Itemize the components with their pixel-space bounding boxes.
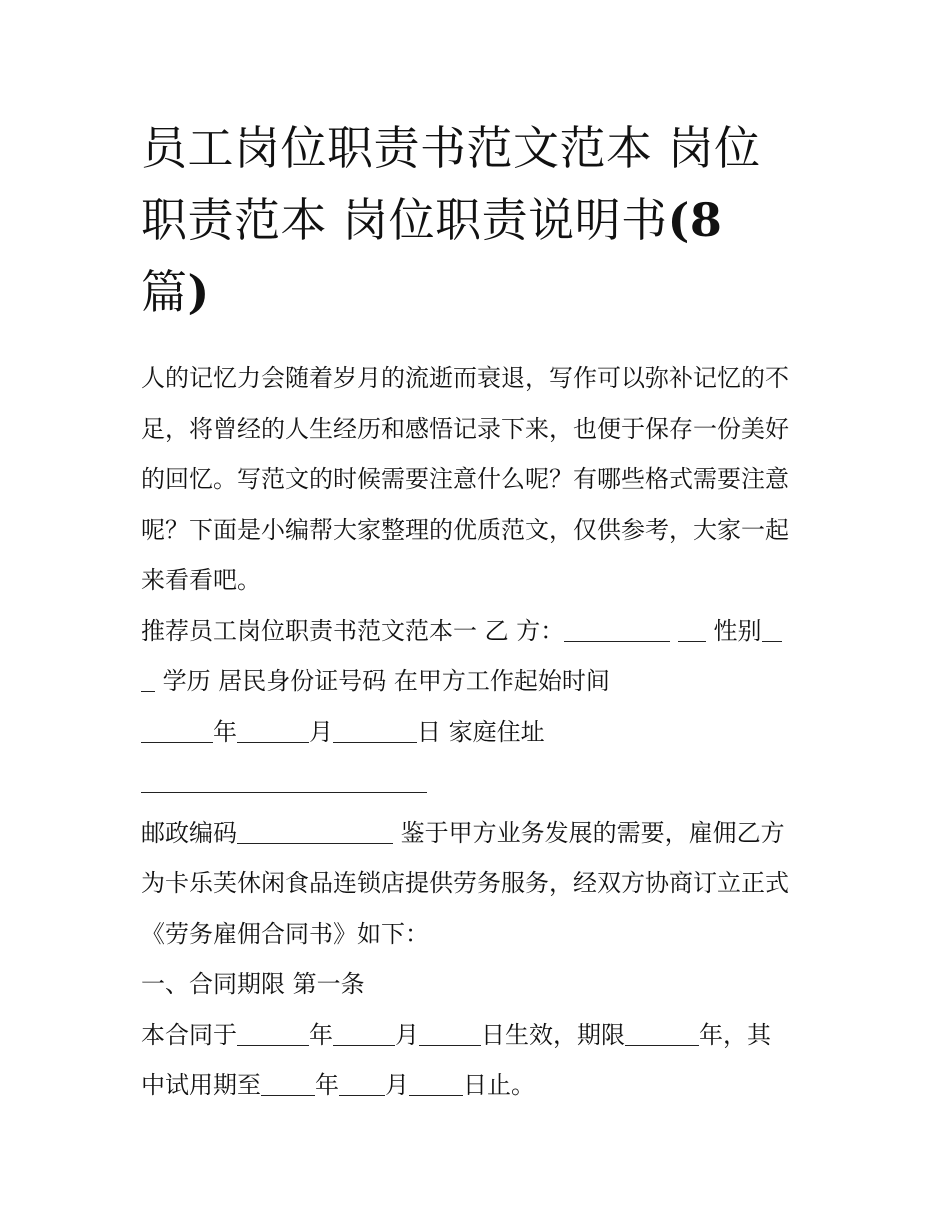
start-year-label: 年 [213,717,237,746]
form-line-date-address [141,707,813,758]
intro-line-1: 人的记忆力会随着岁月的流逝而衰退，写作可以弥补记忆的不 [141,364,789,392]
form-line-party-b [141,606,813,657]
title-line-1: 员工岗位职责书范文范本 岗位 [141,121,761,175]
party-b-label: 推荐员工岗位职责书范文范本一 乙 方： [141,616,565,645]
start-year-blank[interactable] [141,718,213,743]
effective-term-label: 日生效，期限 [481,1020,625,1049]
form-line-effective-date [141,1010,813,1061]
form-line-probation [141,1060,813,1111]
document-body [141,353,813,1111]
start-month-label: 月 [309,717,333,746]
intro-line-2: 足，将曾经的人生经历和感悟记录下来，也便于保存一份美好 [141,414,789,443]
gender-label: 性别 [705,616,762,645]
effective-label: 本合同于 [141,1020,237,1049]
form-line-address-blank [141,757,813,808]
effective-year-label: 年 [309,1020,333,1049]
form-line-education [141,656,813,707]
term-years-label: 年，其 [699,1020,771,1049]
home-address-blank[interactable] [141,768,427,793]
intro-line-3: 的回忆。写范文的时候需要注意什么呢？有哪些格式需要注意 [141,465,789,493]
probation-month-label: 月 [385,1071,409,1099]
party-b-name-blank[interactable] [564,617,670,642]
document-title [141,112,821,328]
probation-year-label: 年 [315,1071,339,1099]
section-heading-contract-term: 一、合同期限 第一条 [141,970,365,998]
start-day-address-label: 日 家庭住址 [417,717,545,746]
term-years-blank[interactable] [625,1021,699,1046]
postcode-label: 邮政编码 [141,818,237,847]
probation-end-label: 日止。 [463,1071,535,1099]
form-line-service: 为卡乐芙休闲食品连锁店提供劳务服务，经双方协商订立正式 [141,869,789,897]
form-line-postcode [141,808,813,859]
form-line-contract-title: 《劳务雇佣合同书》如下： [141,919,429,948]
probation-month-blank[interactable] [339,1071,385,1096]
gender-blank[interactable] [762,617,782,642]
start-month-blank[interactable] [237,718,309,743]
effective-year-blank[interactable] [237,1021,309,1046]
effective-month-label: 月 [395,1020,419,1049]
title-line-2: 职责范本 岗位职责说明书 [141,193,668,247]
title-line-3: 篇 [141,265,188,319]
employment-reason-text: 鉴于甲方业务发展的需要，雇佣乙方 [393,818,785,847]
effective-day-blank[interactable] [419,1021,481,1046]
party-b-extra-blank[interactable] [678,617,706,642]
title-line-2-bold: (8 [667,193,723,247]
effective-month-blank[interactable] [333,1021,395,1046]
probation-label: 中试用期至 [141,1071,261,1099]
title-line-3-bold: ) [187,265,210,319]
probation-year-blank[interactable] [261,1071,315,1096]
gender-blank-continued[interactable] [141,667,155,692]
start-day-blank[interactable] [333,718,417,743]
education-id-start-label: 学历 居民身份证号码 在甲方工作起始时间 [155,667,610,695]
intro-line-4: 呢？下面是小编帮大家整理的优质范文，仅供参考，大家一起 [141,515,789,544]
probation-day-blank[interactable] [409,1071,463,1096]
intro-line-5: 来看看吧。 [141,566,261,594]
postcode-blank[interactable] [237,819,393,844]
